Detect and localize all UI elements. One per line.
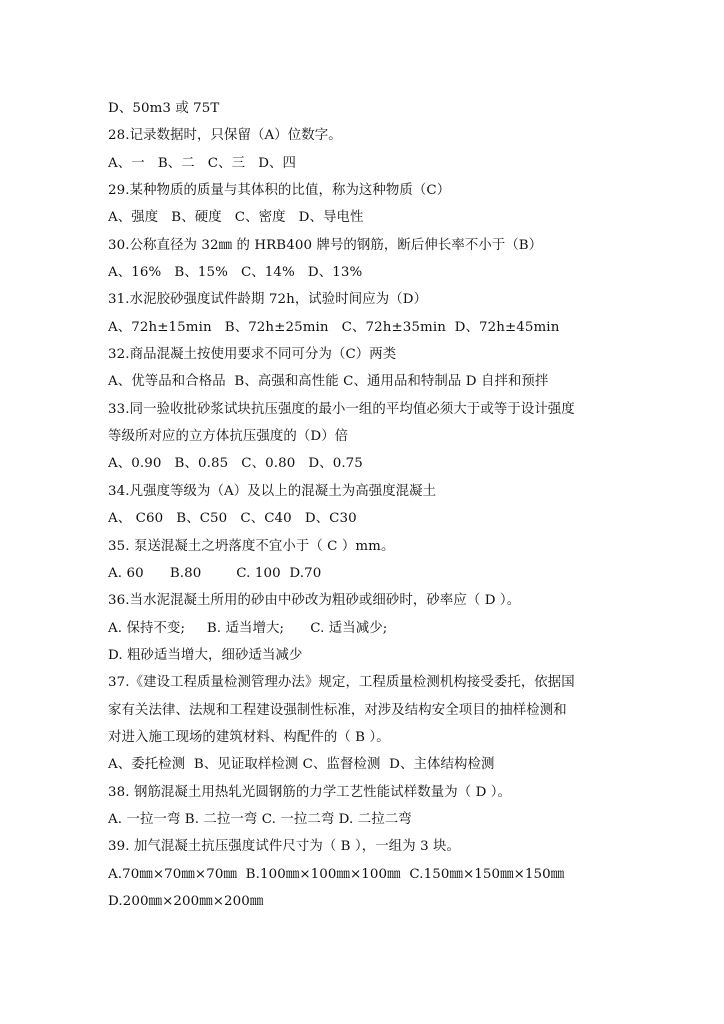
text-line: 34.凡强度等级为（A）及以上的混凝土为高强度混凝土 — [108, 483, 437, 499]
text-line: A. 一拉一弯 B. 二拉一弯 C. 一拉二弯 D. 二拉二弯 — [108, 811, 412, 827]
text-line: 31.水泥胶砂强度试件龄期 72h，试验时间应为（D） — [108, 292, 428, 308]
text-line: D.200㎜×200㎜×200㎜ — [108, 893, 264, 909]
text-line: 等级所对应的立方体抗压强度的（D）倍 — [108, 429, 349, 445]
text-line: A、0.90 B、0.85 C、0.80 D、0.75 — [108, 456, 363, 472]
text-line: 对进入施工现场的建筑材料、构配件的（ B ）。 — [108, 729, 390, 745]
text-line: 36.当水泥混凝土所用的砂由中砂改为粗砂或细砂时，砂率应（ D ）。 — [108, 593, 521, 609]
text-line: 29.某种物质的质量与其体积的比值，称为这种物质（C） — [108, 183, 451, 199]
text-line: D、50m3 或 75T — [108, 101, 220, 116]
text-line: D. 粗砂适当增大，细砂适当减少 — [108, 647, 303, 663]
text-line: 30.公称直径为 32㎜ 的 HRB400 牌号的钢筋，断后伸长率不小于（B） — [108, 237, 543, 253]
text-line: A、委托检测 B、见证取样检测 C、监督检测 D、主体结构检测 — [108, 757, 495, 773]
text-line: 38. 钢筋混凝土用热轧光圆钢筋的力学工艺性能试样数量为（ D ）。 — [108, 784, 512, 800]
text-line: 39. 加气混凝土抗压强度试件尺寸为（ B ），一组为 3 块。 — [108, 839, 461, 855]
text-line: 37.《建设工程质量检测管理办法》规定，工程质量检测机构接受委托，依据国 — [108, 675, 575, 691]
text-line: 家有关法律、法规和工程建设强制性标准，对涉及结构安全项目的抽样检测和 — [108, 702, 567, 718]
text-line: 28.记录数据时，只保留（A）位数字。 — [108, 128, 342, 144]
text-line: 33.同一验收批砂浆试块抗压强度的最小一组的平均值必须大于或等于设计强度 — [108, 401, 575, 417]
text-line: A、一 B、二 C、三 D、四 — [108, 155, 297, 171]
text-line: A、16% B、15% C、14% D、13% — [108, 265, 363, 281]
text-line: A、72h±15min B、72h±25min C、72h±35min D、72h±45min — [108, 319, 560, 335]
text-line: A. 保持不变; B. 适当增大; C. 适当减少; — [108, 620, 388, 636]
document-body — [108, 95, 648, 915]
text-line: 35. 泵送混凝土之坍落度不宜小于（ C ）mm。 — [108, 538, 395, 554]
text-line: A、 C60 B、C50 C、C40 D、C30 — [108, 511, 357, 527]
text-line: A、强度 B、硬度 C、密度 D、导电性 — [108, 210, 364, 226]
text-line: A、优等品和合格品 B、高强和高性能 C、通用品和特制品 D 自拌和预拌 — [108, 374, 549, 390]
text-line: A. 60 B.80 C. 100 D.70 — [108, 565, 322, 581]
text-line: 32.商品混凝土按使用要求不同可分为（C）两类 — [108, 347, 397, 363]
text-line: A.70㎜×70㎜×70㎜ B.100㎜×100㎜×100㎜ C.150㎜×150㎜×150㎜ — [108, 866, 565, 882]
